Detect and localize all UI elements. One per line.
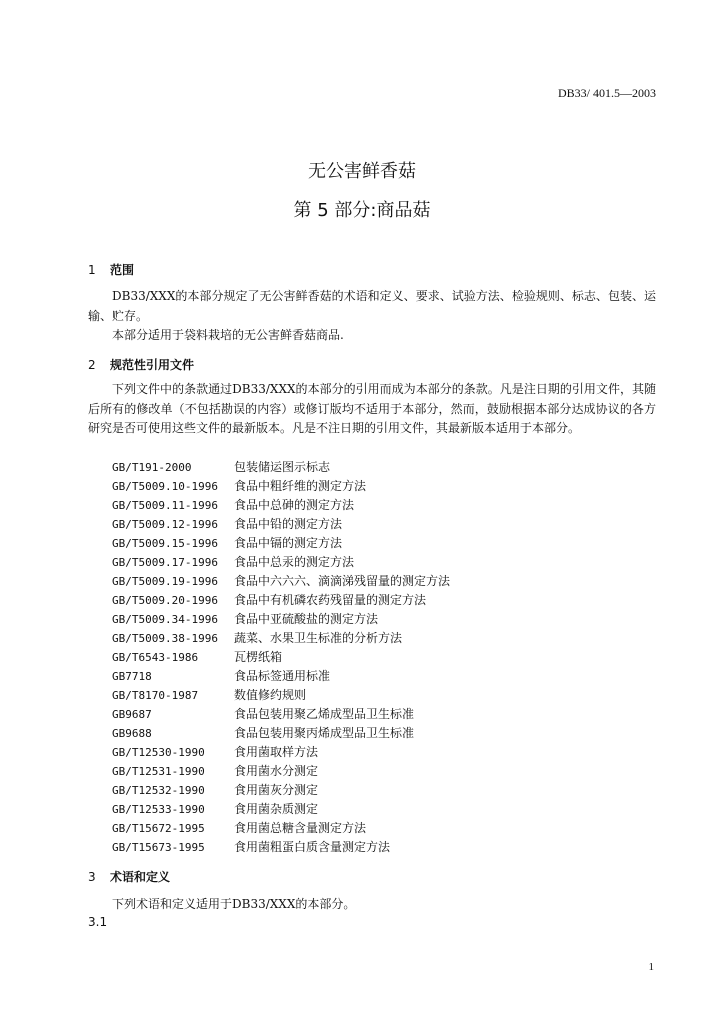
reference-code: GB/T12533-1990 xyxy=(112,803,205,816)
section-2-heading xyxy=(88,356,194,373)
reference-code: GB/T15672-1995 xyxy=(112,822,205,835)
reference-item xyxy=(112,762,450,781)
reference-title: 食品包装用聚乙烯成型品卫生标准 xyxy=(234,707,415,721)
reference-item xyxy=(112,629,450,648)
reference-title: 食用菌粗蛋白质含量测定方法 xyxy=(234,840,391,854)
reference-code: GB/T5009.38-1996 xyxy=(112,632,218,645)
reference-title: 包装储运图示标志 xyxy=(234,460,331,474)
reference-code: GB/T8170-1987 xyxy=(112,689,199,702)
reference-item xyxy=(112,743,450,762)
reference-code: GB/T5009.19-1996 xyxy=(112,575,218,588)
reference-code: GB/T5009.17-1996 xyxy=(112,556,218,569)
reference-item xyxy=(112,515,450,534)
reference-title: 食品中总砷的测定方法 xyxy=(234,498,355,512)
paragraph: 下列文件中的条款通过DB33/XXX的本部分的引用而成为本部分的条款。凡是注日期的引用文件，其随后所有的修改单（不包括勘误的内容）或修订版均不适用于本部分，然而，鼓励根据本部分达成协议的各方研究是否可使用这些文件的最新版本。凡是不注日期的引用文件，其最新版本适用于本部分。 xyxy=(88,382,656,435)
paragraph: 下列术语和定义适用于DB33/XXX的本部分。 xyxy=(112,897,356,911)
page-number: 1 xyxy=(648,961,654,973)
reference-item xyxy=(112,686,450,705)
section-2-body xyxy=(88,380,656,439)
reference-item xyxy=(112,781,450,800)
reference-item xyxy=(112,819,450,838)
reference-item xyxy=(112,591,450,610)
section-1-heading xyxy=(88,261,134,278)
reference-title: 瓦楞纸箱 xyxy=(234,650,283,664)
reference-item xyxy=(112,724,450,743)
reference-item xyxy=(112,534,450,553)
paragraph: DB33/XXX的本部分规定了无公害鲜香菇的术语和定义、要求、试验方法、检验规则、标志、包装、运输、贮存。 xyxy=(88,289,656,323)
reference-title: 食品中镉的测定方法 xyxy=(234,536,343,550)
reference-title: 食品中六六六、滴滴涕残留量的测定方法 xyxy=(234,574,451,588)
reference-item xyxy=(112,496,450,515)
reference-title: 食品中总汞的测定方法 xyxy=(234,555,355,569)
reference-item xyxy=(112,458,450,477)
reference-code: GB/T12530-1990 xyxy=(112,746,205,759)
reference-item xyxy=(112,838,450,857)
reference-title: 食品包装用聚丙烯成型品卫生标准 xyxy=(234,726,415,740)
section-title: 术语和定义 xyxy=(110,870,171,884)
reference-code: GB/T191-2000 xyxy=(112,461,192,474)
reference-code: GB/T5009.34-1996 xyxy=(112,613,218,626)
reference-code: GB/T5009.10-1996 xyxy=(112,480,218,493)
section-1-body xyxy=(88,287,656,346)
section-3-body xyxy=(88,895,656,915)
reference-code: GB/T12531-1990 xyxy=(112,765,205,778)
reference-item xyxy=(112,800,450,819)
document-title: 无公害鲜香菇 xyxy=(308,161,416,182)
reference-title: 食用菌总糖含量测定方法 xyxy=(234,821,367,835)
reference-item xyxy=(112,705,450,724)
reference-item xyxy=(112,553,450,572)
section-number: 3 xyxy=(88,870,96,884)
reference-title: 食品中亚硫酸盐的测定方法 xyxy=(234,612,379,626)
section-3-heading xyxy=(88,868,170,885)
reference-item xyxy=(112,610,450,629)
reference-code: GB9688 xyxy=(112,727,152,740)
reference-title: 食品标签通用标准 xyxy=(234,669,331,683)
reference-code: GB9687 xyxy=(112,708,152,721)
reference-title: 食用菌灰分测定 xyxy=(234,783,319,797)
reference-code: GB/T15673-1995 xyxy=(112,841,205,854)
reference-title: 食用菌水分测定 xyxy=(234,764,319,778)
reference-item xyxy=(112,648,450,667)
reference-code: GB/T5009.11-1996 xyxy=(112,499,218,512)
reference-title: 食用菌取样方法 xyxy=(234,745,319,759)
section-number: 2 xyxy=(88,358,96,372)
reference-code: GB/T5009.20-1996 xyxy=(112,594,218,607)
reference-list xyxy=(112,458,450,857)
reference-title: 数值修约规则 xyxy=(234,688,307,702)
section-title: 规范性引用文件 xyxy=(110,358,195,372)
reference-title: 蔬菜、水果卫生标准的分析方法 xyxy=(234,631,403,645)
reference-title: 食用菌杂质测定 xyxy=(234,802,319,816)
reference-code: GB/T5009.15-1996 xyxy=(112,537,218,550)
document-code: DB33/ 401.5—2003 xyxy=(557,86,656,100)
reference-title: 食品中有机磷农药残留量的测定方法 xyxy=(234,593,427,607)
section-title: 范围 xyxy=(110,263,135,277)
reference-code: GB7718 xyxy=(112,670,152,683)
reference-code: GB/T6543-1986 xyxy=(112,651,199,664)
reference-code: GB/T12532-1990 xyxy=(112,784,205,797)
reference-item xyxy=(112,572,450,591)
paragraph: 本部分适用于袋料栽培的无公害鲜香菇商品. xyxy=(112,328,344,342)
document-subtitle: 第 5 部分:商品菇 xyxy=(293,200,431,221)
reference-title: 食品中铅的测定方法 xyxy=(234,517,343,531)
reference-item xyxy=(112,667,450,686)
section-number: 1 xyxy=(88,263,96,277)
reference-item xyxy=(112,477,450,496)
reference-code: GB/T5009.12-1996 xyxy=(112,518,218,531)
subsection-number: 3.1 xyxy=(88,915,108,929)
reference-title: 食品中粗纤维的测定方法 xyxy=(234,479,367,493)
